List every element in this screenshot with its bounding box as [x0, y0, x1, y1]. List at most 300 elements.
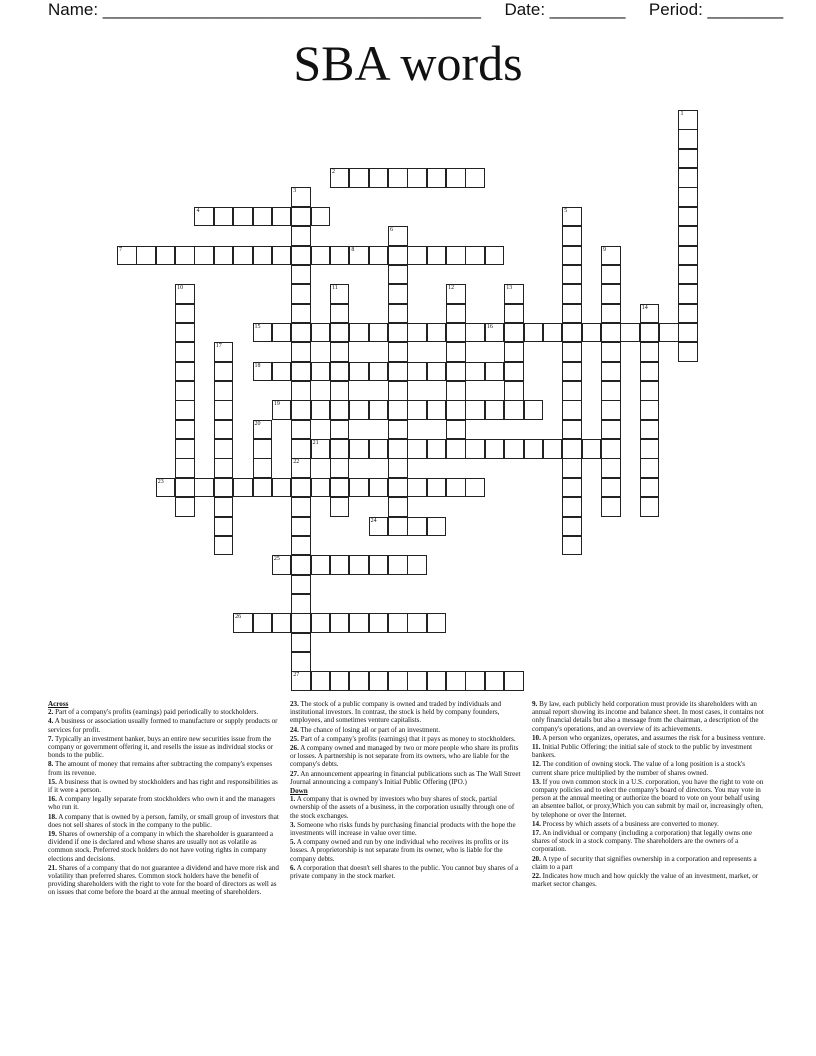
grid-cell[interactable]: [543, 323, 563, 343]
grid-cell[interactable]: [388, 284, 408, 304]
grid-cell[interactable]: [640, 323, 660, 343]
grid-cell[interactable]: [272, 555, 292, 575]
clue-across-18: 18. A company that is owned by a person, family, or small group of investors that does not sell shares of stock in the company to the public.: [48, 812, 279, 829]
grid-cell[interactable]: [427, 517, 447, 537]
grid-cell[interactable]: [253, 207, 273, 227]
grid-cell[interactable]: [582, 323, 602, 343]
grid-cell[interactable]: [291, 536, 311, 556]
grid-cell[interactable]: [214, 536, 234, 556]
grid-cell[interactable]: [562, 420, 582, 440]
grid-cell[interactable]: [388, 381, 408, 401]
grid-cell[interactable]: [465, 671, 485, 691]
clues-column-3: [532, 700, 766, 889]
grid-cell[interactable]: [330, 439, 350, 459]
clue-down-3: 3. Someone who risks funds by purchasing financial products with the hope the investments will increase in value over time.: [290, 820, 516, 838]
grid-cell[interactable]: [388, 458, 408, 478]
grid-cell[interactable]: [388, 478, 408, 498]
grid-cell[interactable]: [601, 497, 621, 517]
grid-cell[interactable]: [562, 439, 582, 459]
grid-cell[interactable]: [407, 613, 427, 633]
grid-cell[interactable]: [253, 362, 273, 382]
grid-cell[interactable]: [369, 517, 389, 537]
grid-cell[interactable]: [388, 497, 408, 517]
grid-cell[interactable]: [214, 381, 234, 401]
grid-cell[interactable]: [446, 342, 466, 362]
grid-cell[interactable]: [640, 478, 660, 498]
grid-cell[interactable]: [388, 420, 408, 440]
grid-cell[interactable]: [562, 284, 582, 304]
grid-cell[interactable]: [446, 478, 466, 498]
grid-cell[interactable]: [504, 400, 524, 420]
grid-cell[interactable]: [253, 246, 273, 266]
grid-cell[interactable]: [214, 246, 234, 266]
grid-cell[interactable]: [253, 458, 273, 478]
clue-across-23: 23. The stock of a public company is owned and traded by individuals and institutional investors. In contrast, the stock is held by company founders, employees, and sometimes venture capitalists.: [290, 700, 502, 725]
grid-cell[interactable]: [388, 671, 408, 691]
grid-cell[interactable]: [427, 362, 447, 382]
grid-cell[interactable]: [465, 400, 485, 420]
grid-cell[interactable]: [640, 458, 660, 478]
grid-cell[interactable]: [291, 420, 311, 440]
grid-cell[interactable]: [678, 284, 698, 304]
grid-cell[interactable]: [214, 362, 234, 382]
grid-cell[interactable]: [678, 323, 698, 343]
clue-down-5: 5. A company owned and run by one individual who receives its profits or its losses. A proprietorship is not separate from its owner, who is liable for the company debts.: [290, 838, 509, 863]
grid-cell[interactable]: [311, 478, 331, 498]
grid-cell[interactable]: [407, 517, 427, 537]
grid-cell[interactable]: [504, 342, 524, 362]
grid-cell[interactable]: [272, 400, 292, 420]
grid-cell[interactable]: [427, 246, 447, 266]
clue-number: 11: [331, 285, 338, 292]
grid-cell[interactable]: [504, 671, 524, 691]
grid-cell[interactable]: [601, 381, 621, 401]
grid-cell[interactable]: [291, 517, 311, 537]
grid-cell[interactable]: [485, 400, 505, 420]
grid-cell[interactable]: [330, 478, 350, 498]
grid-cell[interactable]: [465, 246, 485, 266]
clue-number: 2: [331, 169, 335, 176]
grid-cell[interactable]: [311, 613, 331, 633]
grid-cell[interactable]: [214, 497, 234, 517]
grid-cell[interactable]: [291, 575, 311, 595]
grid-cell[interactable]: [678, 342, 698, 362]
grid-cell[interactable]: [504, 439, 524, 459]
grid-cell[interactable]: [291, 323, 311, 343]
grid-cell[interactable]: [678, 207, 698, 227]
grid-cell[interactable]: [562, 400, 582, 420]
grid-cell[interactable]: [562, 226, 582, 246]
grid-cell[interactable]: [369, 613, 389, 633]
grid-cell[interactable]: [620, 323, 640, 343]
grid-cell[interactable]: [524, 439, 544, 459]
grid-cell[interactable]: [562, 265, 582, 285]
clue-across-24: 24. The chance of losing all or part of an investment.: [290, 725, 440, 734]
grid-cell[interactable]: [601, 478, 621, 498]
grid-cell[interactable]: [175, 246, 195, 266]
clue-number: 18: [254, 362, 261, 369]
grid-cell[interactable]: [194, 478, 214, 498]
grid-cell[interactable]: [388, 517, 408, 537]
grid-cell[interactable]: [233, 207, 253, 227]
grid-cell[interactable]: [485, 246, 505, 266]
grid-cell[interactable]: [524, 323, 544, 343]
clue-number: 6: [390, 227, 394, 234]
grid-cell[interactable]: [214, 400, 234, 420]
grid-cell[interactable]: [562, 458, 582, 478]
grid-cell[interactable]: [291, 226, 311, 246]
grid-cell[interactable]: [601, 246, 621, 266]
grid-cell[interactable]: [388, 342, 408, 362]
grid-cell[interactable]: [311, 207, 331, 227]
grid-cell[interactable]: [311, 439, 331, 459]
grid-cell[interactable]: [485, 439, 505, 459]
grid-cell[interactable]: [175, 284, 195, 304]
grid-cell[interactable]: [427, 613, 447, 633]
grid-cell[interactable]: [272, 323, 292, 343]
grid-cell[interactable]: [311, 400, 331, 420]
grid-cell[interactable]: [175, 420, 195, 440]
grid-cell[interactable]: [407, 439, 427, 459]
grid-cell[interactable]: [601, 304, 621, 324]
grid-cell[interactable]: [465, 478, 485, 498]
grid-cell[interactable]: [562, 304, 582, 324]
grid-cell[interactable]: [291, 633, 311, 653]
grid-cell[interactable]: [330, 458, 350, 478]
grid-cell[interactable]: [214, 458, 234, 478]
grid-cell[interactable]: [640, 420, 660, 440]
grid-cell[interactable]: [562, 246, 582, 266]
grid-cell[interactable]: [388, 555, 408, 575]
grid-cell[interactable]: [291, 458, 311, 478]
grid-cell[interactable]: [330, 400, 350, 420]
clue-number: 5: [564, 207, 568, 214]
grid-cell[interactable]: [640, 362, 660, 382]
grid-cell[interactable]: [291, 497, 311, 517]
grid-cell[interactable]: [233, 613, 253, 633]
grid-cell[interactable]: [407, 323, 427, 343]
grid-cell[interactable]: [582, 439, 602, 459]
grid-cell[interactable]: [214, 478, 234, 498]
grid-cell[interactable]: [446, 420, 466, 440]
grid-cell[interactable]: [291, 439, 311, 459]
grid-cell[interactable]: [446, 284, 466, 304]
clue-down-14: 14. Process by which assets of a business are converted to money.: [532, 819, 719, 828]
grid-cell[interactable]: [369, 168, 389, 188]
grid-cell[interactable]: [659, 323, 679, 343]
grid-cell[interactable]: [330, 381, 350, 401]
grid-cell[interactable]: [427, 323, 447, 343]
grid-cell[interactable]: [291, 187, 311, 207]
clue-across-19: 19. Shares of ownership of a company in which the shareholder is guaranteed a dividend if one is declared and whose shares are usually not as volatile as common stock. Preferred stock holders do not have voting rights in company elections and decisions.: [48, 830, 273, 863]
grid-cell[interactable]: [291, 284, 311, 304]
grid-cell[interactable]: [272, 246, 292, 266]
grid-cell[interactable]: [369, 478, 389, 498]
grid-cell[interactable]: [562, 536, 582, 556]
clue-number: 16: [486, 323, 493, 330]
grid-cell[interactable]: [175, 458, 195, 478]
grid-cell[interactable]: [175, 400, 195, 420]
grid-cell[interactable]: [407, 246, 427, 266]
grid-cell[interactable]: [330, 284, 350, 304]
grid-cell[interactable]: [678, 110, 698, 130]
grid-cell[interactable]: [330, 246, 350, 266]
grid-cell[interactable]: [388, 439, 408, 459]
grid-cell[interactable]: [349, 323, 369, 343]
grid-cell[interactable]: [330, 497, 350, 517]
grid-cell[interactable]: [311, 246, 331, 266]
grid-cell[interactable]: [601, 265, 621, 285]
grid-cell[interactable]: [291, 671, 311, 691]
grid-cell[interactable]: [291, 652, 311, 672]
grid-cell[interactable]: [601, 362, 621, 382]
grid-cell[interactable]: [369, 362, 389, 382]
grid-cell[interactable]: [291, 265, 311, 285]
grid-cell[interactable]: [117, 246, 137, 266]
grid-cell[interactable]: [465, 362, 485, 382]
grid-cell[interactable]: [272, 362, 292, 382]
clue-across-27: 27. An announcement appearing in financial publications such as The Wall Street Journal announcing a company's Initial Public Offering (IPO.): [290, 769, 521, 786]
grid-cell[interactable]: [678, 187, 698, 207]
grid-cell[interactable]: [388, 168, 408, 188]
grid-cell[interactable]: [272, 613, 292, 633]
grid-cell[interactable]: [427, 478, 447, 498]
grid-cell[interactable]: [214, 207, 234, 227]
grid-cell[interactable]: [291, 342, 311, 362]
grid-cell[interactable]: [330, 342, 350, 362]
grid-cell[interactable]: [311, 323, 331, 343]
grid-cell[interactable]: [601, 342, 621, 362]
grid-cell[interactable]: [291, 381, 311, 401]
grid-cell[interactable]: [388, 246, 408, 266]
grid-cell[interactable]: [349, 439, 369, 459]
grid-cell[interactable]: [388, 362, 408, 382]
grid-cell[interactable]: [407, 555, 427, 575]
grid-cell[interactable]: [369, 671, 389, 691]
clue-down-1: 1. A company that is owned by investors who buy shares of stock, partial ownership of the assets of a business, in the corporation usually through one of the stock exchanges.: [290, 795, 515, 820]
grid-cell[interactable]: [136, 246, 156, 266]
grid-cell[interactable]: [233, 478, 253, 498]
grid-cell[interactable]: [407, 671, 427, 691]
clue-across-4: 4. A business or association usually formed to manufacture or supply products or services for profit.: [48, 717, 278, 734]
grid-cell[interactable]: [291, 555, 311, 575]
grid-cell[interactable]: [562, 478, 582, 498]
grid-cell[interactable]: [446, 671, 466, 691]
grid-cell[interactable]: [446, 246, 466, 266]
grid-cell[interactable]: [562, 207, 582, 227]
grid-cell[interactable]: [272, 478, 292, 498]
grid-cell[interactable]: [446, 323, 466, 343]
grid-cell[interactable]: [369, 439, 389, 459]
grid-cell[interactable]: [562, 362, 582, 382]
grid-cell[interactable]: [427, 168, 447, 188]
grid-cell[interactable]: [330, 613, 350, 633]
clues-column-1: [48, 700, 282, 898]
clue-down-17: 17. An individual or company (including a corporation) that legally owns one shares of stock in a stock company. The shareholders are the owners of a corporation.: [532, 829, 752, 854]
clue-number: 9: [603, 246, 606, 253]
grid-cell[interactable]: [427, 439, 447, 459]
grid-cell[interactable]: [291, 594, 311, 614]
grid-cell[interactable]: [678, 265, 698, 285]
grid-cell[interactable]: [601, 458, 621, 478]
grid-cell[interactable]: [504, 362, 524, 382]
grid-cell[interactable]: [446, 439, 466, 459]
grid-cell[interactable]: [291, 400, 311, 420]
clue-across-8: 8. The amount of money that remains after subtracting the company's expenses from its revenue.: [48, 760, 273, 777]
grid-cell[interactable]: [330, 362, 350, 382]
grid-cell[interactable]: [640, 342, 660, 362]
grid-cell[interactable]: [562, 342, 582, 362]
grid-cell[interactable]: [562, 323, 582, 343]
grid-cell[interactable]: [194, 207, 214, 227]
grid-cell[interactable]: [640, 400, 660, 420]
grid-cell[interactable]: [175, 478, 195, 498]
grid-cell[interactable]: [678, 226, 698, 246]
grid-cell[interactable]: [678, 304, 698, 324]
grid-cell[interactable]: [562, 381, 582, 401]
grid-cell[interactable]: [175, 497, 195, 517]
grid-cell[interactable]: [311, 362, 331, 382]
grid-cell[interactable]: [465, 439, 485, 459]
grid-cell[interactable]: [330, 168, 350, 188]
grid-cell[interactable]: [311, 671, 331, 691]
grid-cell[interactable]: [253, 613, 273, 633]
grid-cell[interactable]: [349, 671, 369, 691]
grid-cell[interactable]: [214, 342, 234, 362]
grid-cell[interactable]: [388, 613, 408, 633]
grid-cell[interactable]: [253, 323, 273, 343]
grid-cell[interactable]: [446, 362, 466, 382]
grid-cell[interactable]: [504, 304, 524, 324]
grid-cell[interactable]: [311, 555, 331, 575]
clue-number: 13: [506, 285, 513, 292]
grid-cell[interactable]: [175, 342, 195, 362]
grid-cell[interactable]: [175, 323, 195, 343]
grid-cell[interactable]: [214, 517, 234, 537]
clue-down-11: 11. Initial Public Offering; the initial sale of stock to the public by investment bankers.: [532, 743, 753, 760]
grid-cell[interactable]: [253, 420, 273, 440]
grid-cell[interactable]: [678, 129, 698, 149]
grid-cell[interactable]: [330, 555, 350, 575]
grid-cell[interactable]: [407, 400, 427, 420]
grid-cell[interactable]: [446, 168, 466, 188]
grid-cell[interactable]: [291, 207, 311, 227]
grid-cell[interactable]: [601, 420, 621, 440]
grid-cell[interactable]: [446, 400, 466, 420]
grid-cell[interactable]: [253, 439, 273, 459]
grid-cell[interactable]: [330, 420, 350, 440]
grid-cell[interactable]: [291, 613, 311, 633]
grid-cell[interactable]: [640, 439, 660, 459]
grid-cell[interactable]: [678, 149, 698, 169]
grid-cell[interactable]: [194, 246, 214, 266]
grid-cell[interactable]: [485, 323, 505, 343]
grid-cell[interactable]: [175, 381, 195, 401]
grid-cell[interactable]: [524, 400, 544, 420]
grid-cell[interactable]: [349, 400, 369, 420]
grid-cell[interactable]: [349, 555, 369, 575]
grid-cell[interactable]: [562, 497, 582, 517]
grid-cell[interactable]: [349, 168, 369, 188]
grid-cell[interactable]: [291, 478, 311, 498]
grid-cell[interactable]: [349, 246, 369, 266]
grid-cell[interactable]: [465, 323, 485, 343]
grid-cell[interactable]: [330, 671, 350, 691]
grid-cell[interactable]: [388, 265, 408, 285]
grid-cell[interactable]: [485, 362, 505, 382]
grid-cell[interactable]: [253, 478, 273, 498]
grid-cell[interactable]: [349, 478, 369, 498]
grid-cell[interactable]: [601, 400, 621, 420]
grid-cell[interactable]: [388, 304, 408, 324]
grid-cell[interactable]: [369, 246, 389, 266]
grid-cell[interactable]: [407, 168, 427, 188]
grid-cell[interactable]: [601, 284, 621, 304]
grid-cell[interactable]: [562, 517, 582, 537]
clue-number: 22: [293, 459, 300, 466]
grid-cell[interactable]: [427, 671, 447, 691]
grid-cell[interactable]: [446, 304, 466, 324]
clue-number: 3: [293, 188, 297, 195]
grid-cell[interactable]: [156, 478, 176, 498]
grid-cell[interactable]: [504, 284, 524, 304]
grid-cell[interactable]: [427, 400, 447, 420]
grid-cell[interactable]: [369, 555, 389, 575]
grid-cell[interactable]: [543, 439, 563, 459]
grid-cell[interactable]: [369, 323, 389, 343]
clue-number: 27: [293, 672, 300, 679]
grid-cell[interactable]: [446, 381, 466, 401]
grid-cell[interactable]: [214, 439, 234, 459]
grid-cell[interactable]: [407, 362, 427, 382]
grid-cell[interactable]: [388, 400, 408, 420]
grid-cell[interactable]: [369, 400, 389, 420]
grid-cell[interactable]: [504, 381, 524, 401]
grid-cell[interactable]: [291, 246, 311, 266]
grid-cell[interactable]: [214, 420, 234, 440]
period-field-label: Period: ________: [648, 0, 784, 19]
grid-cell[interactable]: [330, 323, 350, 343]
clue-number: 21: [312, 440, 319, 447]
grid-cell[interactable]: [349, 362, 369, 382]
grid-cell[interactable]: [291, 362, 311, 382]
grid-cell[interactable]: [175, 362, 195, 382]
grid-cell[interactable]: [388, 226, 408, 246]
grid-cell[interactable]: [291, 304, 311, 324]
grid-cell[interactable]: [272, 207, 292, 227]
grid-cell[interactable]: [504, 323, 524, 343]
puzzle-title: SBA words: [293, 35, 523, 91]
grid-cell[interactable]: [678, 246, 698, 266]
grid-cell[interactable]: [233, 246, 253, 266]
grid-cell[interactable]: [640, 381, 660, 401]
grid-cell[interactable]: [678, 168, 698, 188]
grid-cell[interactable]: [156, 246, 176, 266]
grid-cell[interactable]: [465, 168, 485, 188]
clue-down-22: 22. Indicates how much and how quickly the value of an investment, market, or market sector changes.: [532, 872, 759, 889]
grid-cell[interactable]: [640, 497, 660, 517]
grid-cell[interactable]: [640, 304, 660, 324]
grid-cell[interactable]: [407, 478, 427, 498]
grid-cell[interactable]: [175, 439, 195, 459]
grid-cell[interactable]: [349, 613, 369, 633]
grid-cell[interactable]: [388, 323, 408, 343]
grid-cell[interactable]: [601, 323, 621, 343]
grid-cell[interactable]: [601, 439, 621, 459]
grid-cell[interactable]: [330, 304, 350, 324]
grid-cell[interactable]: [175, 304, 195, 324]
grid-cell[interactable]: [485, 671, 505, 691]
